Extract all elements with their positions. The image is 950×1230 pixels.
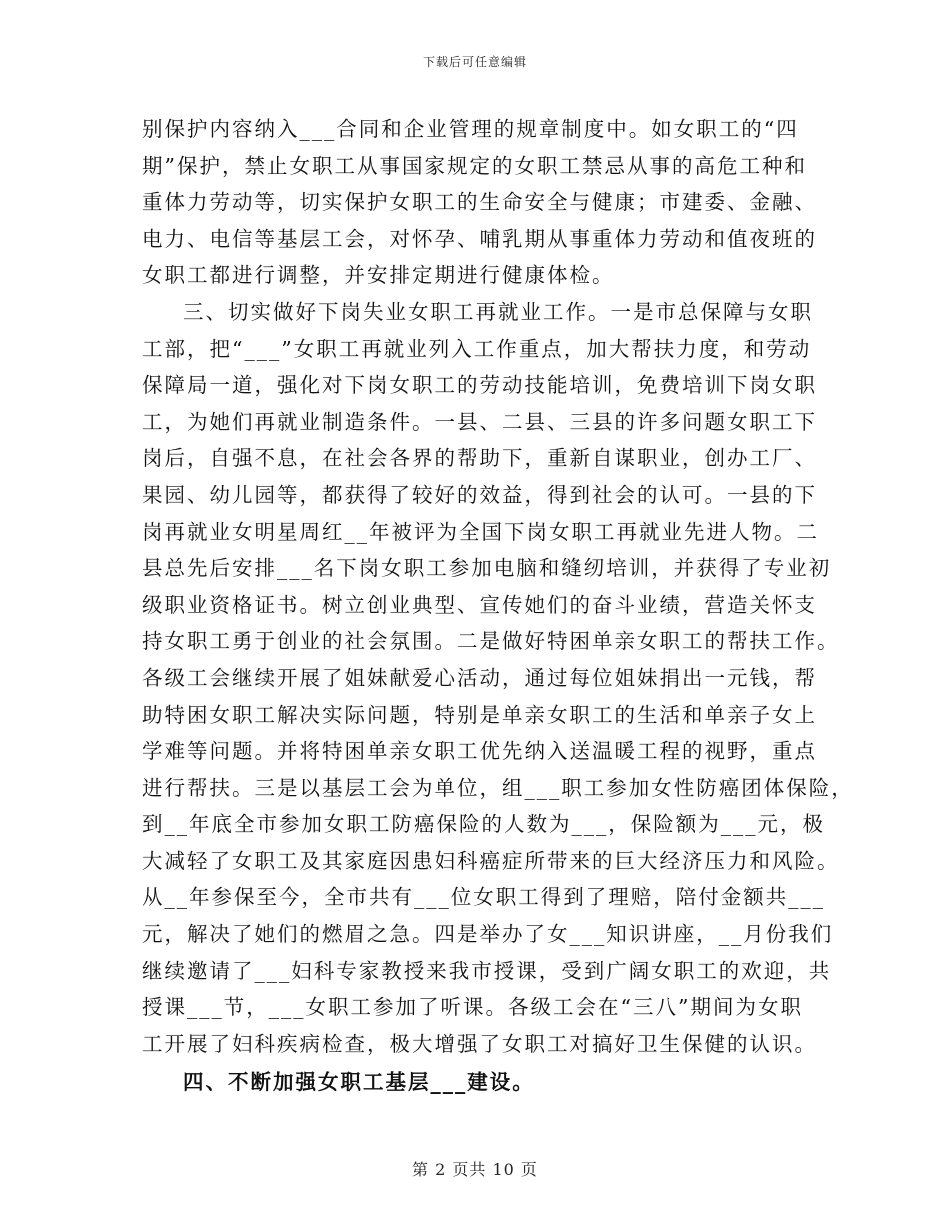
paragraph-line: 岗再就业女明星周红__年被评为全国下岗女职工再就业先进人物。二 bbox=[142, 519, 819, 544]
paragraph-line: 从__年参保至今，全市共有___位女职工得到了理赔，陪付金额共___ bbox=[142, 885, 825, 910]
paragraph-line: 助特困女职工解决实际问题，特别是单亲女职工的生活和单亲子女上 bbox=[142, 702, 817, 727]
paragraph-line: 保障局一道，强化对下岗女职工的劳动技能培训，免费培训下岗女职 bbox=[142, 373, 817, 398]
paragraph-line: 工开展了妇科疾病检查，极大增强了女职工对搞好卫生保健的认识。 bbox=[142, 1031, 817, 1056]
page-number: 第 2 页共 10 页 bbox=[412, 1160, 538, 1179]
paragraph-line: 三、切实做好下岗失业女职工再就业工作。一是市总保障与女职 bbox=[183, 299, 813, 324]
paragraph-line: 工，为她们再就业制造条件。一县、二县、三县的许多问题女职工下 bbox=[142, 409, 817, 434]
paragraph-line: 县总先后安排___名下岗女职工参加电脑和缝纫培训，并获得了专业初 bbox=[142, 556, 832, 581]
paragraph-line: 进行帮扶。三是以基层工会为单位，组___职工参加女性防癌团体保险， bbox=[142, 775, 854, 800]
paragraph-line: 女职工都进行调整，并安排定期进行健康体检。 bbox=[142, 263, 615, 288]
paragraph-line: 授课___节，___女职工参加了听课。各级工会在“三八”期间为女职 bbox=[142, 995, 803, 1020]
paragraph-line: 果园、幼儿园等，都获得了较好的效益，得到社会的认可。一县的下 bbox=[142, 482, 817, 507]
section-heading: 四、不断加强女职工基层___建设。 bbox=[183, 1070, 535, 1095]
paragraph-line: 级职业资格证书。树立创业典型、宣传她们的奋斗业绩，营造关怀支 bbox=[142, 592, 817, 617]
paragraph-line: 重体力劳动等，切实保护女职工的生命安全与健康；市建委、金融、 bbox=[142, 190, 817, 215]
paragraph-line: 到__年底全市参加女职工防癌保险的人数为___，保险额为___元，极 bbox=[142, 812, 825, 837]
paragraph-line: 持女职工勇于创业的社会氛围。二是做好特困单亲女职工的帮扶工作。 bbox=[142, 629, 840, 654]
paragraph-line: 学难等问题。并将特困单亲女职工优先纳入送温暖工程的视野，重点 bbox=[142, 739, 817, 764]
paragraph-line: 大减轻了女职工及其家庭因患妇科癌症所带来的巨大经济压力和风险。 bbox=[142, 848, 840, 873]
paragraph-line: 继续邀请了___妇科专家教授来我市授课，受到广阔女职工的欢迎，共 bbox=[142, 958, 832, 983]
document-body bbox=[142, 111, 854, 1101]
page-header: 下载后可任意编辑 bbox=[422, 55, 527, 69]
paragraph-line: 各级工会继续开展了姐妹献爱心活动，通过每位姐妹捐出一元钱，帮 bbox=[142, 665, 817, 690]
paragraph-line: 元，解决了她们的燃眉之急。四是举办了女___知识讲座，__月份我们 bbox=[142, 922, 834, 947]
paragraph-line: 工部，把“___”女职工再就业列入工作重点，加大帮扶力度，和劳动 bbox=[142, 336, 812, 361]
paragraph-line: 电力、电信等基层工会，对怀孕、哺乳期从事重体力劳动和值夜班的 bbox=[142, 226, 817, 251]
paragraph-line: 期”保护，禁止女职工从事国家规定的女职工禁忌从事的高危工种和 bbox=[142, 153, 807, 178]
paragraph-line: 岗后，自强不息，在社会各界的帮助下，重新自谋职业，创办工厂、 bbox=[142, 446, 817, 471]
paragraph-line: 别保护内容纳入___合同和企业管理的规章制度中。如女职工的“四 bbox=[142, 117, 799, 141]
